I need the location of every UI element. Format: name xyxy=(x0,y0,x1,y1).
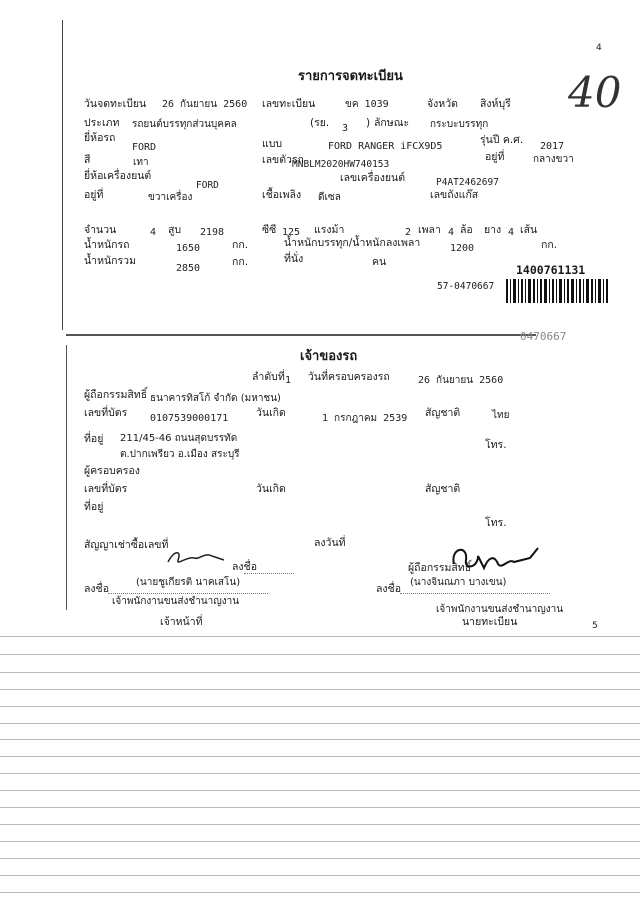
brand-value: FORD xyxy=(132,142,157,153)
engine-brand-value: FORD xyxy=(196,180,219,191)
sign-name-right: (นางจินณภา บางเขน) xyxy=(410,577,507,588)
sign-label-left: ลงชื่อ xyxy=(232,561,257,573)
ruled-line xyxy=(0,672,640,673)
fuel-value: ดีเซล xyxy=(318,192,341,203)
birth2-label: วันเกิด xyxy=(256,483,286,495)
seq-label: ลำดับที่ xyxy=(252,371,285,383)
lease-date-label: ลงวันที่ xyxy=(314,537,346,549)
left-signature xyxy=(164,546,234,568)
model-value: FORD RANGER iFCX9D5 xyxy=(328,141,443,152)
province-value: สิงห์บุรี xyxy=(480,98,511,110)
right-role: นายทะเบียน xyxy=(462,616,518,628)
engine-loc-label: อยู่ที่ xyxy=(84,189,104,201)
sign-line-right xyxy=(400,593,550,594)
type-label: ประเภท xyxy=(84,117,120,129)
doc-code: 57-0470667 xyxy=(437,281,495,292)
reg-no-value: ขค 1039 xyxy=(345,99,389,110)
left-margin-line-lower xyxy=(66,345,67,610)
sign-line-left xyxy=(244,573,294,574)
ruled-line xyxy=(0,875,640,876)
cylinders-unit: สูบ xyxy=(168,224,182,236)
birth-value: 1 กรกฎาคม 2539 xyxy=(322,413,408,424)
load-unit: กก. xyxy=(541,239,558,251)
ry-label: (รย. xyxy=(310,117,330,129)
ruled-line xyxy=(0,858,640,859)
sign-line-left2 xyxy=(108,593,268,594)
holder-label: ผู้ถือกรรมสิทธิ์ xyxy=(84,389,148,401)
tires-value: 4 xyxy=(508,227,515,238)
cc-value: 2198 xyxy=(200,227,225,238)
character-value: กระบะบรรทุก xyxy=(430,119,489,130)
axles-value: 2 xyxy=(405,227,412,238)
total-weight-label: น้ำหนักรวม xyxy=(84,255,136,267)
nationality-value: ไทย xyxy=(492,410,510,421)
year-value: 2017 xyxy=(540,141,565,152)
hp-unit: แรงม้า xyxy=(314,224,345,236)
year-label: รุ่นปี ค.ศ. xyxy=(480,134,524,146)
possessor-label: ผู้ครอบครอง xyxy=(84,465,140,477)
engine-no-label: เลขเครื่องยนต์ xyxy=(340,172,406,184)
type-value: รถยนต์บรรทุกส่วนบุคคล xyxy=(132,119,237,130)
ruled-line xyxy=(0,706,640,707)
color-label: สี xyxy=(84,154,91,166)
ruled-line xyxy=(0,636,640,637)
reg-date-label: วันจดทะเบียน xyxy=(84,98,147,110)
phone-label: โทร. xyxy=(485,439,507,451)
id-value: 0107539000171 xyxy=(150,413,229,424)
province-label: จังหวัด xyxy=(427,98,458,110)
barcode-number: 1400761131 xyxy=(516,263,586,277)
id-label: เลขที่บัตร xyxy=(84,407,128,419)
address-line1: 211/45-46 ถนนสุดบรรทัด xyxy=(120,433,238,444)
chassis-value: MNBLM2020HW740153 xyxy=(292,159,390,170)
fuel-label: เชื้อเพลิง xyxy=(262,189,302,201)
engine-loc-value: ขวาเครื่อง xyxy=(148,192,193,203)
color-value: เทา xyxy=(133,157,149,168)
sign-name-left: (นายชูเกียรติ นาคเสโน) xyxy=(136,577,241,588)
page-number-top: 4 xyxy=(596,43,602,53)
load-label: น้ำหนักบรรทุก/น้ำหนักลงเพลา xyxy=(284,237,421,249)
ruled-line xyxy=(0,841,640,842)
doc-code-faint: 0470667 xyxy=(520,330,567,343)
sign-pos-right: เจ้าพนักงานขนส่งชำนาญงาน xyxy=(436,604,564,615)
ruled-line xyxy=(0,654,640,655)
seats-unit: คน xyxy=(372,256,387,268)
registration-title: รายการจดทะเบียน xyxy=(298,69,403,84)
reg-no-label: เลขทะเบียน xyxy=(262,98,316,110)
reg-date-value: 26 กันยายน 2560 xyxy=(162,99,248,110)
possession-date-value: 26 กันยายน 2560 xyxy=(418,375,504,386)
cc-unit: ซีซี xyxy=(262,224,277,236)
seats-label: ที่นั่ง xyxy=(284,253,304,265)
tires-label: ยาง xyxy=(484,224,502,236)
sign-label-left2: ลงชื่อ xyxy=(84,583,109,595)
ruled-line xyxy=(0,756,640,757)
page-number-bottom: 5 xyxy=(592,621,598,631)
address-label: ที่อยู่ xyxy=(84,433,104,445)
tires-unit: เส้น xyxy=(520,224,538,236)
id2-label: เลขที่บัตร xyxy=(84,483,128,495)
ruled-line xyxy=(0,739,640,740)
barcode xyxy=(504,278,612,304)
engine-no-value: P4AT2462697 xyxy=(436,177,499,188)
ruled-line xyxy=(0,790,640,791)
load-value: 1200 xyxy=(450,243,475,254)
model-label: แบบ xyxy=(262,138,283,150)
chassis-label: เลขตัวรถ xyxy=(262,154,304,166)
owner-title: เจ้าของรถ xyxy=(300,349,358,364)
seq-value: 1 xyxy=(285,375,292,386)
car-weight-value: 1650 xyxy=(176,243,201,254)
count-label: จำนวน xyxy=(84,224,117,236)
nationality-label: สัญชาติ xyxy=(425,407,461,419)
ruled-line xyxy=(0,807,640,808)
nationality2-label: สัญชาติ xyxy=(425,483,461,495)
ry-value: 3 xyxy=(342,123,349,134)
address2-label: ที่อยู่ xyxy=(84,501,104,513)
chassis-loc-value: กลางขวา xyxy=(533,154,574,165)
ruled-line xyxy=(0,773,640,774)
character-label: ลักษณะ xyxy=(374,117,410,129)
address-line2: ต.ปากเพรียว อ.เมือง สระบุรี xyxy=(120,449,240,460)
holder-sign-label: ผู้ถือกรรมสิทธิ์ xyxy=(408,562,472,574)
brand-label: ยี่ห้อรถ xyxy=(84,132,116,144)
sign-pos-left: เจ้าพนักงานขนส่งชำนาญงาน xyxy=(112,596,240,607)
handwritten-number: 40 xyxy=(568,68,622,117)
cylinders-value: 4 xyxy=(150,227,157,238)
chassis-loc-label: อยู่ที่ xyxy=(485,151,505,163)
left-margin-line xyxy=(62,20,63,330)
left-role: เจ้าหน้าที่ xyxy=(160,616,203,628)
ruled-line xyxy=(0,824,640,825)
total-weight-value: 2850 xyxy=(176,263,201,274)
holder-value: ธนาคารทิสโก้ จำกัด (มหาชน) xyxy=(150,393,281,404)
lease-label: สัญญาเช่าซื้อเลขที่ xyxy=(84,539,169,551)
hp-value: 125 xyxy=(282,227,301,238)
total-weight-unit: กก. xyxy=(232,256,249,268)
axles-unit: เพลา xyxy=(418,224,441,236)
gas-tank-label: เลขถังแก๊ส xyxy=(430,189,479,201)
car-weight-label: น้ำหนักรถ xyxy=(84,239,130,251)
ruled-line xyxy=(0,689,640,690)
engine-brand-label: ยี่ห้อเครื่องยนต์ xyxy=(84,170,152,182)
phone2-label: โทร. xyxy=(485,517,507,529)
wheels-value: 4 xyxy=(448,227,455,238)
section-divider xyxy=(66,334,536,336)
ruled-line xyxy=(0,723,640,724)
sign-label-right: ลงชื่อ xyxy=(376,583,401,595)
ry-close: ) xyxy=(366,117,371,129)
possession-date-label: วันที่ครอบครองรถ xyxy=(308,371,390,383)
car-weight-unit: กก. xyxy=(232,239,249,251)
wheels-unit: ล้อ xyxy=(460,224,473,236)
birth-label: วันเกิด xyxy=(256,407,286,419)
ruled-line xyxy=(0,892,640,893)
